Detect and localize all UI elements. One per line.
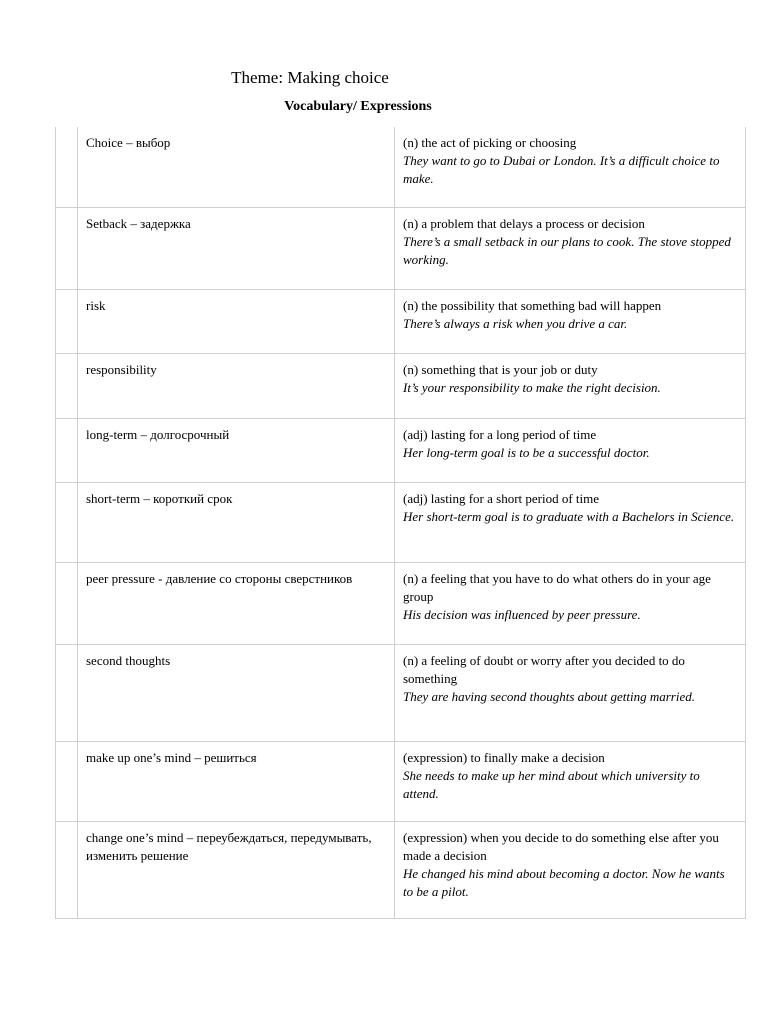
definition-text: (expression) when you decide to do something else after you made a decision: [403, 829, 719, 863]
table-row: [56, 562, 746, 644]
term-cell: make up one’s mind – решиться: [78, 741, 395, 821]
table-row: [56, 418, 746, 482]
definition-text: (n) the act of picking or choosing: [403, 135, 577, 150]
vocabulary-table: [55, 127, 746, 919]
term-cell: change one’s mind – переубеждаться, передумывать, изменить решение: [78, 821, 395, 918]
table-row: [56, 644, 746, 741]
example-text: Her short-term goal is to graduate with a Bachelors in Science.: [403, 508, 735, 524]
example-text: They are having second thoughts about getting married.: [403, 688, 695, 704]
definition-cell: [395, 821, 746, 918]
definition-text: (n) the possibility that something bad will happen: [403, 297, 662, 313]
term-cell: second thoughts: [78, 644, 395, 741]
example-text: She needs to make up her mind about which university to attend.: [403, 767, 700, 801]
row-margin-cell: [56, 821, 78, 918]
page-title: [0, 68, 620, 88]
term-cell: short-term – короткий срок: [78, 482, 395, 562]
definition-cell: [395, 741, 746, 821]
title-text: Theme: Making choice: [231, 68, 389, 87]
table-row: [56, 207, 746, 289]
definition-text: (adj) lasting for a short period of time: [403, 490, 600, 506]
term-cell: Choice – выбор: [78, 127, 395, 207]
term-cell: peer pressure - давление со стороны сверстников: [78, 562, 395, 644]
definition-text: (n) a feeling that you have to do what others do in your age group: [403, 570, 711, 604]
definition-text: (n) a feeling of doubt or worry after you decided to do something: [403, 652, 685, 686]
row-margin-cell: [56, 482, 78, 562]
table-row: [56, 353, 746, 418]
definition-cell: [395, 644, 746, 741]
term-cell: Setback – задержка: [78, 207, 395, 289]
row-margin-cell: [56, 741, 78, 821]
row-margin-cell: [56, 289, 78, 353]
table-row: [56, 127, 746, 207]
definition-cell: [395, 353, 746, 418]
definition-cell: [395, 418, 746, 482]
example-text: He changed his mind about becoming a doctor. Now he wants to be a pilot.: [403, 865, 725, 899]
definition-cell: [395, 562, 746, 644]
table-row: [56, 289, 746, 353]
page-subtitle: Vocabulary/ Expressions: [284, 99, 432, 114]
table-row: [56, 741, 746, 821]
definition-text: (n) something that is your job or duty: [403, 361, 598, 377]
example-text: It’s your responsibility to make the right decision.: [403, 379, 661, 395]
table-row: [56, 482, 746, 562]
example-text: There’s a small setback in our plans to cook. The stove stopped working.: [403, 233, 731, 267]
definition-cell: [395, 289, 746, 353]
term-cell: risk: [78, 289, 395, 353]
example-text: There’s always a risk when you drive a car.: [403, 315, 628, 331]
definition-text: (n) a problem that delays a process or decision: [403, 215, 645, 231]
term-cell: long-term – долгосрочный: [78, 418, 395, 482]
row-margin-cell: [56, 127, 78, 207]
example-text: They want to go to Dubai or London. It’s a difficult choice to make.: [403, 153, 720, 186]
row-margin-cell: [56, 562, 78, 644]
definition-text: (adj) lasting for a long period of time: [403, 426, 597, 442]
term-cell: responsibility: [78, 353, 395, 418]
definition-cell: [395, 207, 746, 289]
row-margin-cell: [56, 644, 78, 741]
row-margin-cell: [56, 207, 78, 289]
definition-cell: [395, 127, 746, 207]
definition-text: (expression) to finally make a decision: [403, 749, 605, 765]
definition-cell: [395, 482, 746, 562]
table-row: [56, 821, 746, 918]
row-margin-cell: [56, 418, 78, 482]
row-margin-cell: [56, 353, 78, 418]
example-text: Her long-term goal is to be a successful doctor.: [403, 444, 650, 460]
example-text: His decision was influenced by peer pressure.: [403, 606, 641, 622]
